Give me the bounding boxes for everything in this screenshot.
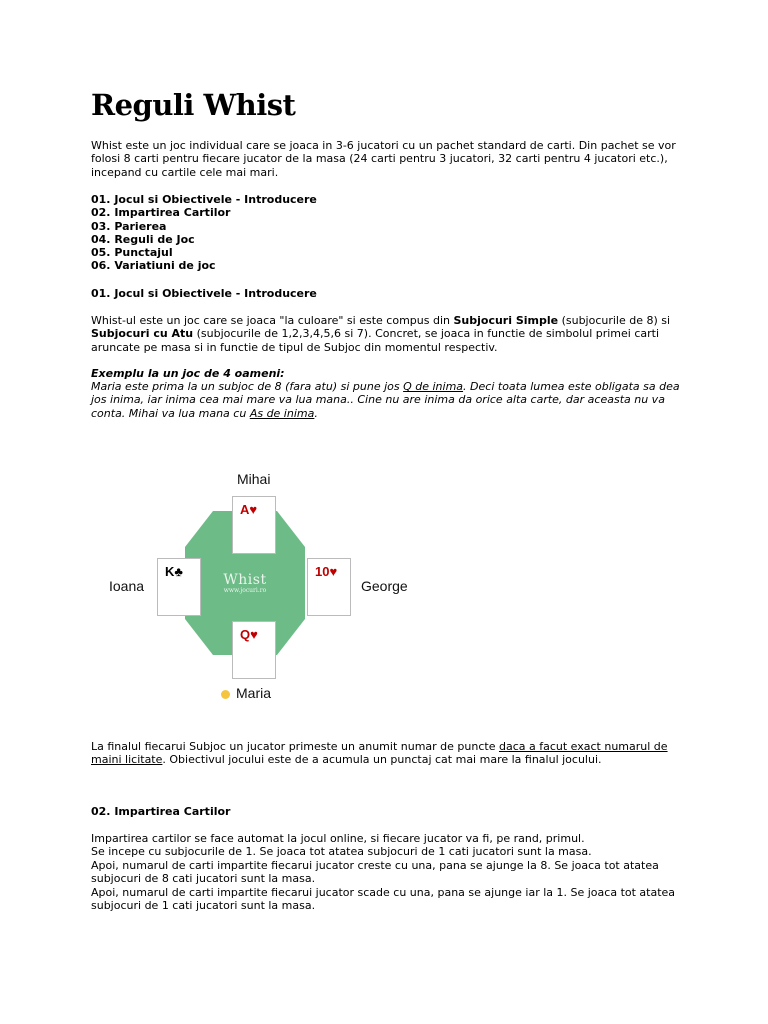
player-name-bottom: Maria	[236, 685, 272, 701]
section1-heading: 01. Jocul si Obiectivele - Introducere	[91, 287, 317, 300]
text-run: (subjocurile de 8) si	[558, 314, 671, 327]
page-title: Reguli Whist	[91, 88, 296, 122]
section2-line: Impartirea cartilor se face automat la jocul online, si fiecare jucator va fi, pe rand, primul.	[91, 832, 585, 845]
text-bold: Subjocuri Simple	[453, 314, 559, 327]
card-bottom	[232, 621, 276, 679]
intro-paragraph: Whist este un joc individual care se joaca in 3-6 jucatori cu un pachet standard de carti. Din pachet se vor folosi 8 carti pentru fiecare jucator de la masa (24 carti pentru 3 jucatori, 32 carti pentru 4 jucatori etc.), incepand cu cartile cele mai mari.	[91, 139, 676, 179]
card-top	[232, 496, 276, 554]
whist-logo	[210, 572, 280, 594]
example-heading: Exemplu la un joc de 4 oameni:	[91, 367, 285, 380]
section2-line: Apoi, numarul de carti impartite fiecarui jucator scade cu una, pana se ajunge iar la 1. Se joaca tot atatea subjocuri de 1 cati jucatori sunt la masa.	[91, 885, 676, 913]
text-bold: Subjocuri cu Atu	[91, 327, 194, 341]
section2-line: Apoi, numarul de carti impartite fiecarui jucator creste cu una, pana se ajunge la 8. Se joaca tot atatea subjocuri de 8 cati jucatori sunt la masa.	[91, 858, 659, 886]
card-label: 10♥	[315, 564, 338, 579]
toc-item[interactable]: 03. Parierea	[91, 219, 167, 233]
logo-subtext: www.jocuri.ro	[223, 587, 267, 594]
text-run: . Deci toata lumea este obligata sa dea jos inima, iar inima cea mai mare va lua mana.. Cine nu are inima da orice alta carte, dar aceasta nu va conta. Mihai va lua mana cu	[91, 380, 680, 420]
section2-body	[91, 832, 681, 912]
section1-paragraph	[91, 314, 681, 354]
card-label: A♥	[240, 502, 258, 517]
logo-text: Whist	[223, 572, 267, 588]
toc-item[interactable]: 06. Variatiuni de joc	[91, 259, 216, 273]
card-label: Q♥	[240, 627, 258, 642]
link-q-de-inima[interactable]: Q de inima	[403, 380, 464, 393]
link-maini-licitate[interactable]: daca a facut exact numarul de maini licitate	[91, 740, 668, 767]
toc-item[interactable]: 02. Impartirea Cartilor	[91, 206, 231, 220]
section2-heading: 02. Impartirea Cartilor	[91, 805, 231, 818]
player-name-right: George	[361, 578, 408, 594]
player-name-left: Ioana	[109, 578, 145, 594]
game-table-diagram	[100, 465, 430, 705]
toc-item[interactable]: 04. Reguli de Joc	[91, 232, 195, 246]
card-label: K♣	[165, 564, 183, 579]
text-run: La finalul fiecarui Subjoc un jucator primeste un anumit numar de puncte	[91, 740, 499, 753]
dealer-indicator-icon	[221, 690, 230, 699]
section2-line: Se incepe cu subjocurile de 1. Se joaca tot atatea subjocuri de 1 cati jucatori sunt la masa.	[91, 845, 592, 859]
score-paragraph	[91, 740, 681, 767]
text-run: Whist-ul este un joc care se joaca "la culoare" si este compus din	[91, 314, 454, 327]
link-as-de-inima[interactable]: As de inima	[249, 406, 315, 420]
text-run: . Obiectivul jocului este de a acumula un punctaj cat mai mare la finalul jocului.	[162, 753, 602, 767]
text-run: (subjocurile de 1,2,3,4,5,6 si 7). Concret, se joaca in functie de simbolul primei carti aruncate pe masa si in functie de tipul de Subjoc din momentul respectiv.	[91, 327, 660, 354]
table-of-contents	[91, 193, 317, 273]
card-left	[157, 558, 201, 616]
toc-item[interactable]: 05. Punctajul	[91, 246, 173, 260]
card-right	[307, 558, 351, 616]
example-paragraph	[91, 380, 681, 420]
text-run: Maria este prima la un subjoc de 8 (fara atu) si pune jos	[91, 380, 404, 393]
text-run: .	[314, 406, 318, 420]
toc-item[interactable]: 01. Jocul si Obiectivele - Introducere	[91, 193, 317, 206]
player-name-top: Mihai	[237, 471, 271, 487]
